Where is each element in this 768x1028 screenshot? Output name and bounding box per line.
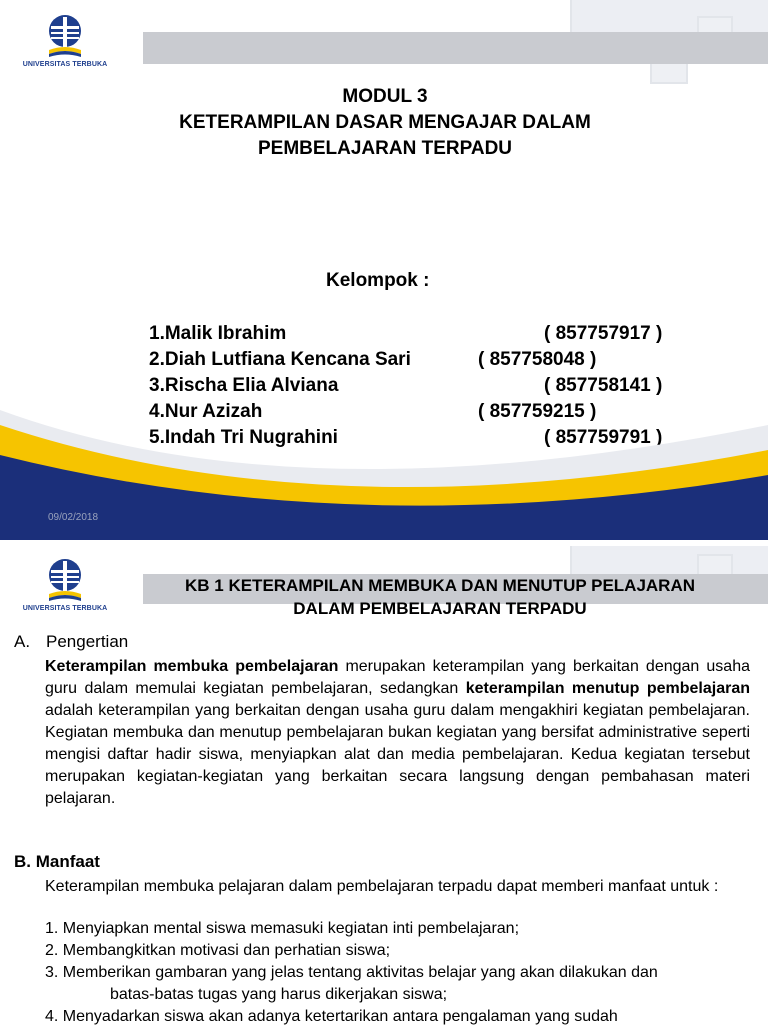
title-line: MODUL 3 <box>342 86 428 107</box>
group-label: Kelompok : <box>326 270 430 291</box>
slide-date: 09/02/2018 <box>48 512 99 523</box>
header-banner <box>143 32 768 64</box>
university-logo <box>22 558 108 626</box>
section-letter: A. <box>14 632 31 651</box>
list-item: 1. Menyiapkan mental siswa memasuki kegiatan inti pembelajaran; <box>45 920 520 937</box>
member-name: 4.Nur Azizah <box>149 401 263 422</box>
list-item: 4. Menyadarkan siswa akan adanya ketertarikan antara pengalaman yang sudah <box>45 1008 618 1025</box>
member-name: 3.Rischa Elia Alviana <box>149 375 339 396</box>
section-a-heading <box>14 632 128 652</box>
university-logo <box>22 14 108 82</box>
member-nim: ( 857758048 ) <box>478 349 597 370</box>
paragraph-text: merupakan keterampilan yang berkaitan dengan usaha guru dalam memulai kegiatan pembelajaran, sedangkan <box>45 658 750 697</box>
decor-square <box>650 62 688 84</box>
logo-emblem-icon <box>45 14 85 60</box>
member-nim: ( 857757917 ) <box>544 323 663 344</box>
section-heading-text: Pengertian <box>46 632 129 651</box>
module-title <box>120 84 650 162</box>
list-item: 2. Membangkitkan motivasi dan perhatian siswa; <box>45 942 391 959</box>
section-a-paragraph <box>45 656 750 810</box>
member-name: 2.Diah Lutfiana Kencana Sari <box>149 349 411 370</box>
list-item: 3. Memberikan gambaran yang jelas tentang aktivitas belajar yang akan dilakukan dan <box>45 964 658 981</box>
member-name: 1.Malik Ibrahim <box>149 323 287 344</box>
term-closing: keterampilan menutup pembelajaran <box>465 680 750 697</box>
list-item-continuation: batas-batas tugas yang harus dikerjakan siswa; <box>110 986 448 1003</box>
title-line: PEMBELAJARAN TERPADU <box>257 138 513 159</box>
logo-emblem-icon <box>45 558 85 604</box>
logo-text: UNIVERSITAS TERBUKA <box>22 605 108 612</box>
section-b-intro: Keterampilan membuka pelajaran dalam pembelajaran terpadu dapat memberi manfaat untuk : <box>45 878 719 895</box>
section-title <box>130 574 750 620</box>
member-nim: ( 857758141 ) <box>544 375 663 396</box>
title-line: KETERAMPILAN DASAR MENGAJAR DALAM <box>179 112 591 133</box>
footer-waves <box>0 370 768 540</box>
member-name: 5.Indah Tri Nugrahini <box>149 427 338 448</box>
title-line: DALAM PEMBELAJARAN TERPADU <box>293 599 587 618</box>
member-row <box>149 323 709 349</box>
logo-text: UNIVERSITAS TERBUKA <box>22 61 108 68</box>
title-line: KB 1 KETERAMPILAN MEMBUKA DAN MENUTUP PELAJARAN <box>184 576 696 595</box>
section-b-heading: B. Manfaat <box>14 852 100 871</box>
member-nim: ( 857759215 ) <box>478 401 597 422</box>
paragraph-text: adalah keterampilan yang berkaitan dengan usaha guru dalam mengakhiri kegiatan pembelajaran. Kegiatan membuka dan menutup pembelajaran bukan kegiatan yang bersifat administrative seperti mengisi daftar hadir siswa, menyiapkan alat dan media pembelajaran. Kedua kegiatan tersebut merupakan kegiatan-kegiatan yang berkaitan secara langsung dengan pembahasan materi pelajaran. <box>45 702 750 807</box>
member-nim: ( 857759791 ) <box>544 427 663 448</box>
term-opening: Keterampilan membuka pembelajaran <box>45 658 339 675</box>
decor-box <box>570 0 768 34</box>
